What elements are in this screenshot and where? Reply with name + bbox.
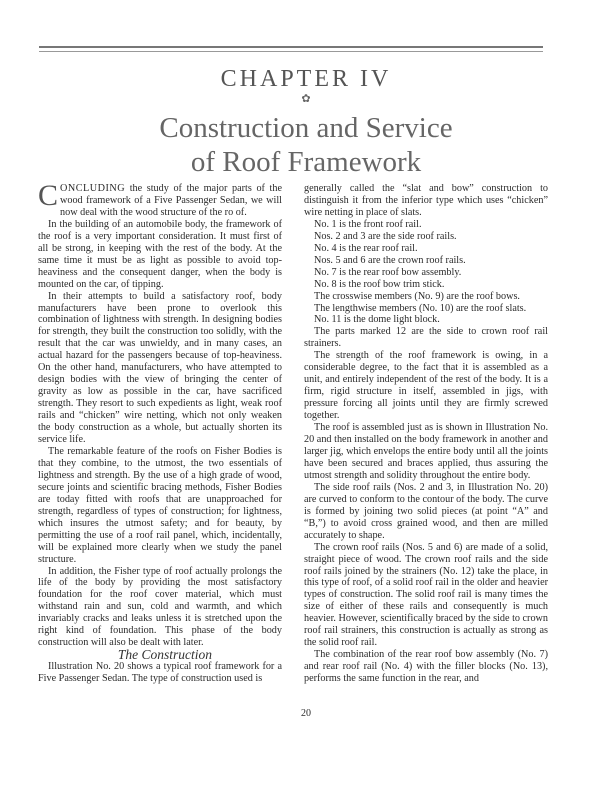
chapter-title-line1: Construction and Service	[159, 112, 453, 144]
list-item: No. 8 is the roof bow trim stick.	[314, 278, 445, 290]
drop-cap: C	[38, 179, 59, 212]
paragraph: The parts marked 12 are the side to crown roof rail strainers.	[304, 326, 548, 350]
list-item: No. 7 is the rear roof bow assembly.	[314, 266, 462, 278]
list-item: The lengthwise members (No. 10) are the roof slats.	[314, 302, 527, 314]
left-column	[38, 179, 282, 685]
paragraph: The side roof rails (Nos. 2 and 3, in Illustration No. 20) are curved to conform to the contour of the body. The curve is formed by joining two solid pieces (at point “A” and “B,”) to avoid cross grained wood, and then are milled accurately to shape.	[304, 481, 548, 541]
chapter-title-line2: of Roof Framework	[190, 146, 422, 178]
list-item: Nos. 5 and 6 are the crown roof rails.	[314, 254, 466, 266]
list-item: Nos. 2 and 3 are the side roof rails.	[314, 230, 457, 242]
paragraph-text: the study of the major parts of the wood framework of a Five Passenger Sedan, we will now deal with the wood structure of the ro of.	[60, 183, 282, 218]
page-number: 20	[301, 708, 311, 719]
paragraph: The remarkable feature of the roofs on Fisher Bodies is that they combine, to the utmost, the two essentials of lightness and strength. By the use of a high grade of wood, secure joints and scientific bracing methods, Fisher Bodies are today fitted with roofs that are unapproached for strength, regardless of types of construction; for lightness, which insures the utmost safety; and for beauty, by permitting the use of a roof rail panel, which, incidentally, will be explained more clearly when we study the panel structure.	[38, 445, 282, 565]
floral-ornament-icon: ✿	[301, 93, 311, 105]
section-heading: The Construction	[117, 647, 213, 663]
paragraph: The roof is assembled just as is shown in Illustration No. 20 and then installed on the body framework in another and larger jig, which envelops the entire body until all the joints have been secured and braces applied, thus assuring the utmost strength and solidity throughout the entire body.	[304, 422, 548, 481]
list-item: The crosswise members (No. 9) are the roof bows.	[314, 290, 520, 302]
list-item: No. 1 is the front roof rail.	[314, 218, 422, 230]
paragraph: In their attempts to build a satisfactory roof, body manufacturers have been prone to overlook this combination of lightness with strength. In designing bodies for strength, they built the construction too solidly, with the result that the car was unwieldy, and in many cases, an actual hazard for the passengers because of top-heaviness. On the other hand, manufacturers, who have attempted to design bodies with the view of bringing the center of gravity as low as possible in the car, have sacrificed strength. They resort to such expedients as light, weak roof rails and “chicken” wire netting, which not only weaken the body construction as a whole, but actually shorten its service life.	[38, 290, 282, 446]
paragraph: The strength of the roof framework is owing, in a considerable degree, to the fact that it is assembled as a unit, and entirely independent of the rest of the body. It is a firm, rigid structure in itself, assembled in jigs, with pressure forcing all joints until they are firmly screwed together.	[304, 350, 548, 422]
paragraph: The crown roof rails (Nos. 5 and 6) are made of a solid, straight piece of wood. The crown roof rails and the side roof rails joined by the strainers (No. 12) take the place, in this type of roof, of a solid roof rail in the older and heavier types of construction. The solid roof rail is many times the size of either of these rails and consequently is much heavier. However, scientifically braced by the side to crown roof rail strainers, this construction is actually as strong as the solid roof rail.	[304, 541, 548, 649]
paragraph: In the building of an automobile body, the framework of the roof is a very important consideration. It must first of all be strong, in keeping with the rest of the body. At the same time it must be as light as possible to avoid top-heaviness and the consequent danger, when the body is mounted on the car, of tipping.	[38, 218, 282, 290]
header-rule	[39, 46, 543, 52]
list-item: No. 11 is the dome light block.	[314, 314, 440, 326]
paragraph: generally called the “slat and bow” construction to distinguish it from the inferior type which uses “chicken” wire netting in place of slats.	[304, 183, 548, 218]
paragraph: In addition, the Fisher type of roof actually prolongs the life of the body by providing the most satisfactory foundation for the roof cover material, which must withstand rain and sun, cold and warmth, and which invariably cracks and leaks unless it is stretched upon the right kind of foundation. This phase of the body construction will also be dealt with later.	[38, 565, 282, 649]
paragraph	[38, 179, 282, 219]
paragraph: Illustration No. 20 shows a typical roof framework for a Five Passenger Sedan. The type of construction used is	[38, 661, 282, 685]
chapter-label: CHAPTER IV	[220, 66, 392, 92]
paragraph: The combination of the rear roof bow assembly (No. 7) and rear roof rail (No. 4) with the filler blocks (No. 13), performs the same function in the rear, and	[304, 649, 548, 685]
lead-word: ONCLUDING	[60, 183, 126, 194]
list-item: No. 4 is the rear roof rail.	[314, 242, 418, 254]
right-column	[304, 183, 548, 685]
